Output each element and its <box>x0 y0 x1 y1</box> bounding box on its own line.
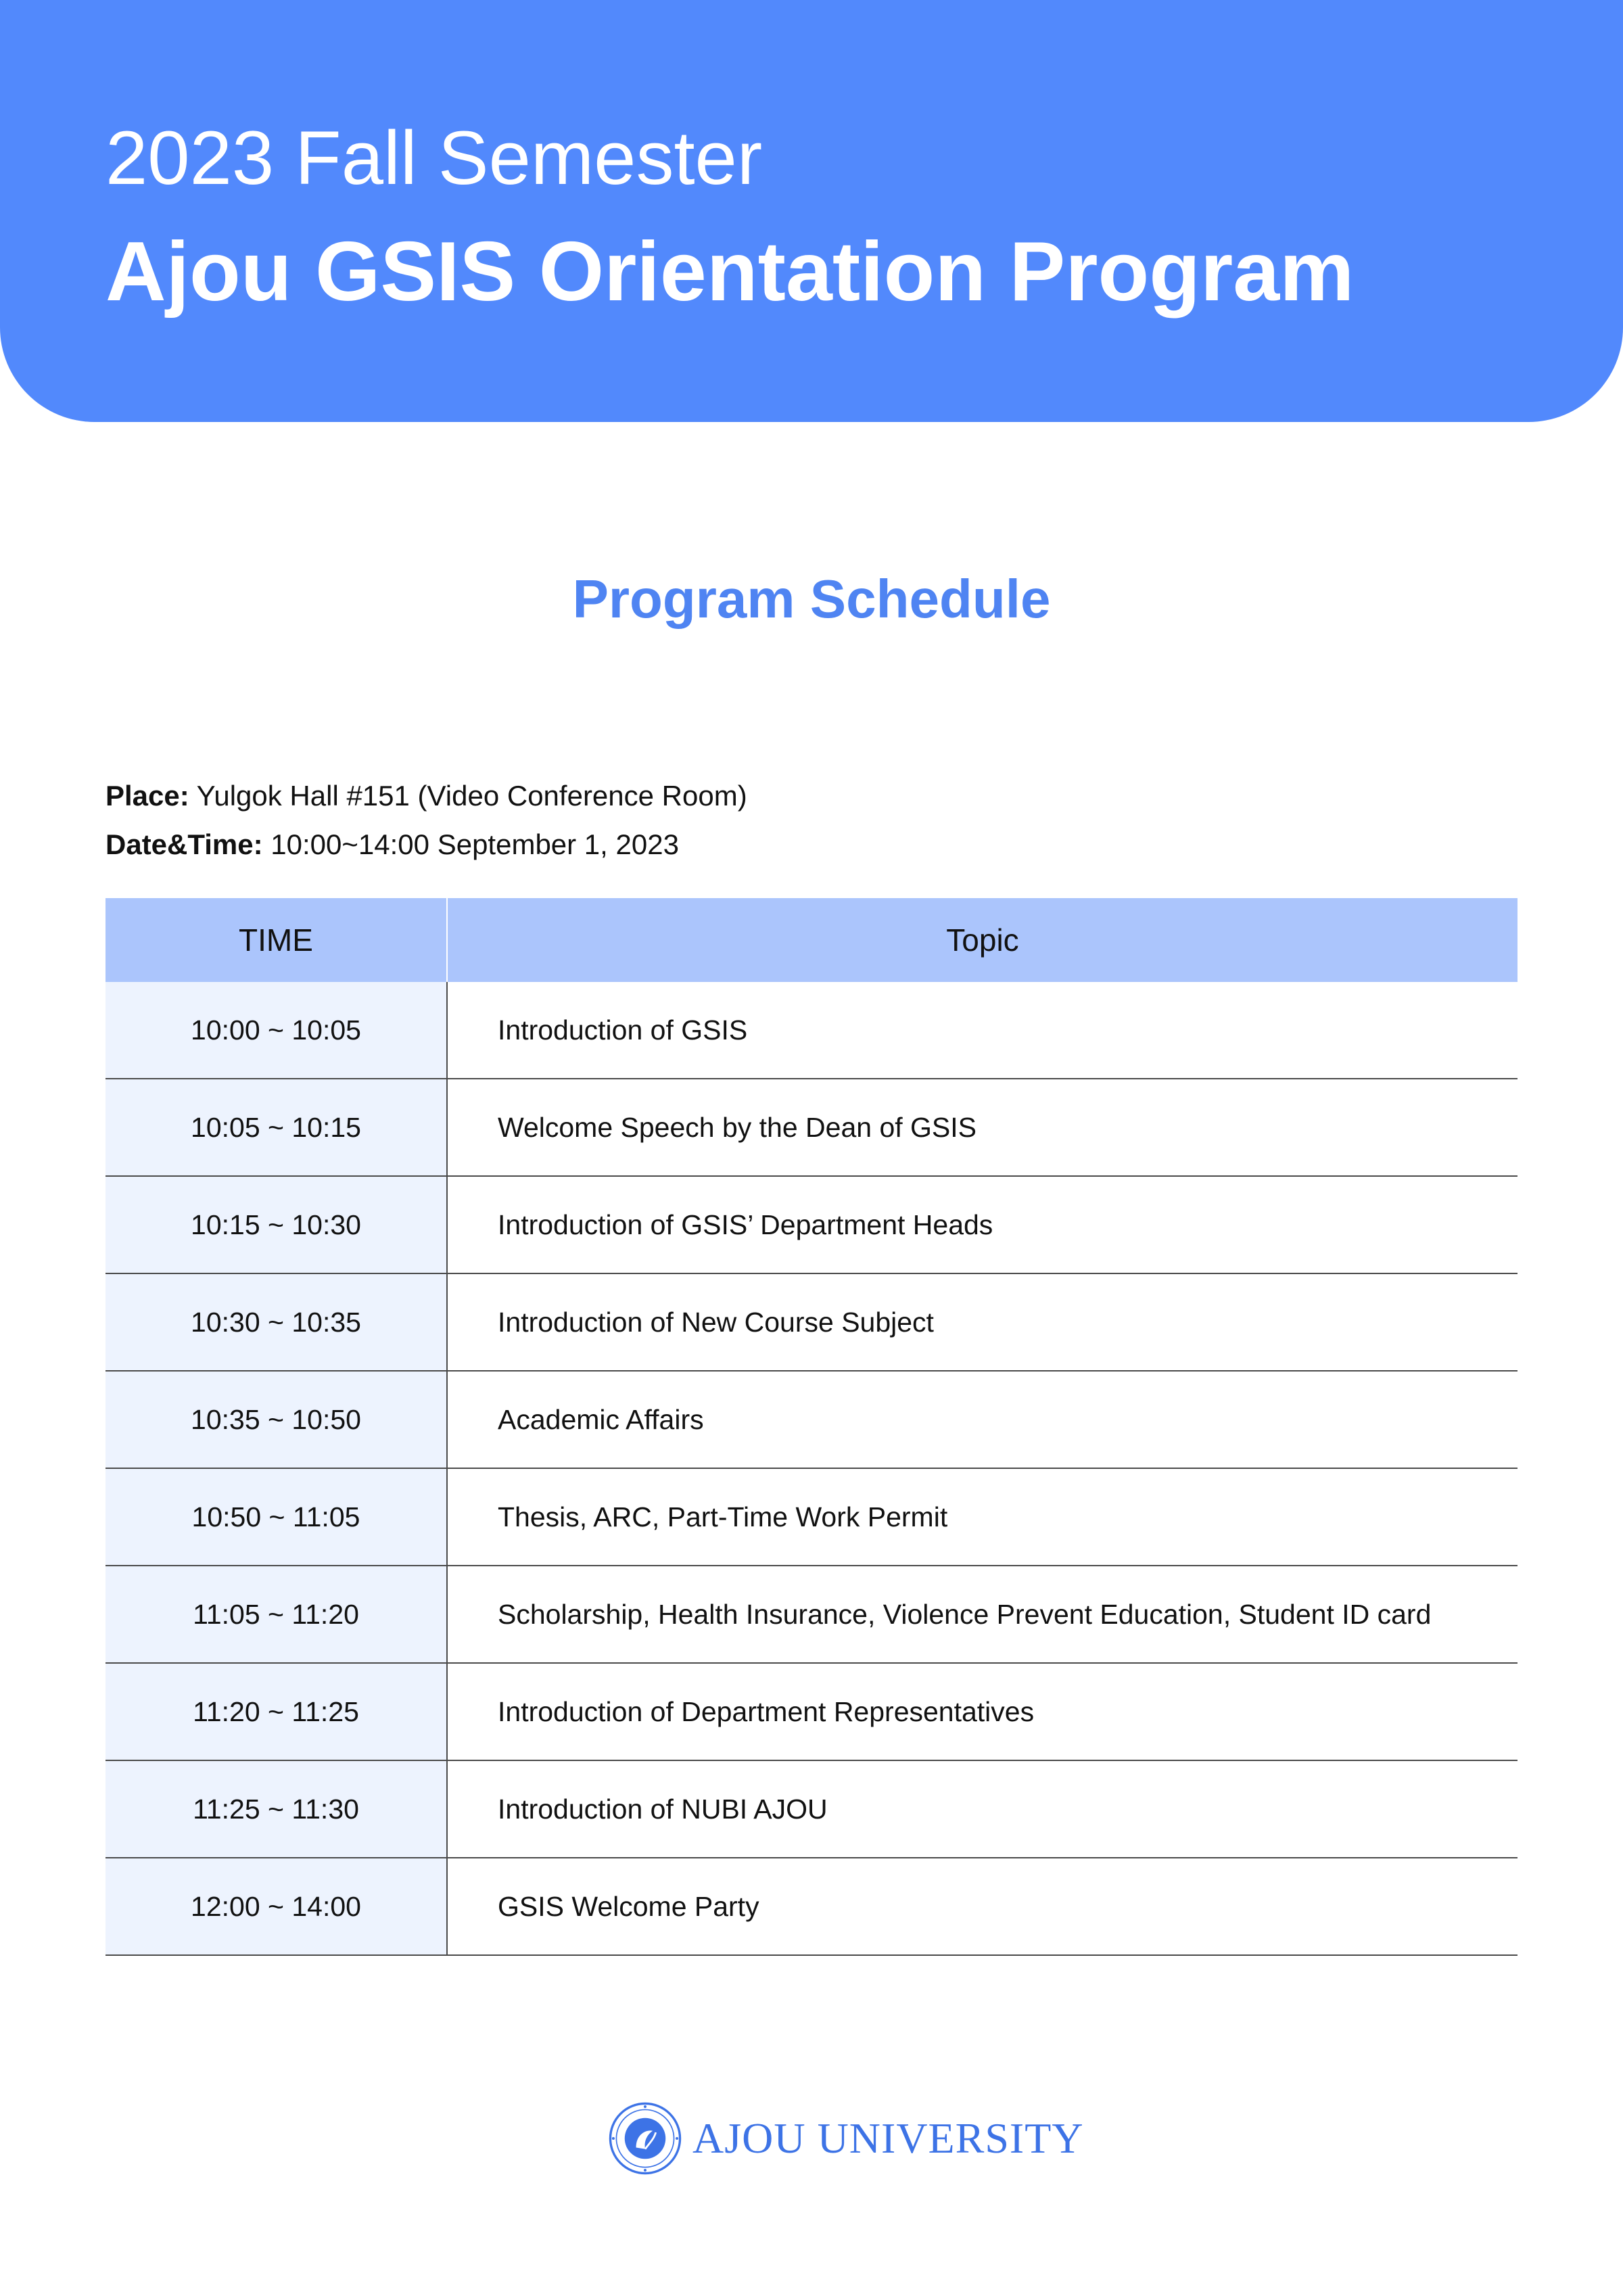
place-value: Yulgok Hall #151 (Video Conference Room) <box>189 780 747 812</box>
schedule-table <box>105 898 1518 1956</box>
ajou-university-logo <box>607 2101 1084 2176</box>
table-row <box>105 1858 1518 1956</box>
topic-cell: GSIS Welcome Party <box>498 1890 759 1922</box>
date-value: 10:00~14:00 September 1, 2023 <box>262 828 679 860</box>
date-info <box>105 830 679 859</box>
table-row <box>105 1469 1518 1566</box>
time-cell: 10:30 ~ 10:35 <box>105 1274 448 1370</box>
topic-cell: Scholarship, Health Insurance, Violence Prevent Education, Student ID card <box>498 1598 1432 1630</box>
table-row <box>105 1177 1518 1274</box>
table-header-row <box>105 898 1518 982</box>
section-title: Program Schedule <box>572 569 1051 629</box>
time-cell: 10:35 ~ 10:50 <box>105 1372 448 1468</box>
topic-cell: Introduction of Department Representatives <box>498 1695 1035 1727</box>
topic-cell: Introduction of GSIS’ Department Heads <box>498 1209 993 1240</box>
topic-cell: Introduction of GSIS <box>498 1014 748 1046</box>
semester-title: 2023 Fall Semester <box>105 116 763 200</box>
time-cell: 10:50 ~ 11:05 <box>105 1469 448 1565</box>
topic-cell: Introduction of NUBI AJOU <box>498 1793 828 1825</box>
time-cell: 10:00 ~ 10:05 <box>105 982 448 1078</box>
header-banner <box>0 0 1623 422</box>
place-label: Place: <box>105 780 189 812</box>
time-cell: 12:00 ~ 14:00 <box>105 1858 448 1954</box>
topic-cell: Welcome Speech by the Dean of GSIS <box>498 1111 977 1143</box>
table-row <box>105 1079 1518 1177</box>
topic-column-header: Topic <box>946 922 1019 958</box>
date-label: Date&Time: <box>105 828 263 860</box>
table-row <box>105 1274 1518 1372</box>
table-row <box>105 1566 1518 1664</box>
time-cell: 11:20 ~ 11:25 <box>105 1664 448 1760</box>
topic-cell: Thesis, ARC, Part-Time Work Permit <box>498 1501 948 1532</box>
time-cell: 11:05 ~ 11:20 <box>105 1566 448 1662</box>
table-row <box>105 1664 1518 1761</box>
ajou-seal-icon <box>607 2101 683 2176</box>
table-row <box>105 982 1518 1079</box>
time-cell: 10:05 ~ 10:15 <box>105 1079 448 1175</box>
logo-text: AJOU UNIVERSITY <box>692 2114 1084 2162</box>
time-cell: 11:25 ~ 11:30 <box>105 1761 448 1857</box>
place-info <box>105 782 747 810</box>
time-cell: 10:15 ~ 10:30 <box>105 1177 448 1273</box>
topic-cell: Introduction of New Course Subject <box>498 1306 934 1338</box>
table-row <box>105 1761 1518 1858</box>
topic-cell: Academic Affairs <box>498 1403 704 1435</box>
table-row <box>105 1372 1518 1469</box>
time-column-header: TIME <box>105 898 448 982</box>
program-title: Ajou GSIS Orientation Program <box>105 225 1355 319</box>
